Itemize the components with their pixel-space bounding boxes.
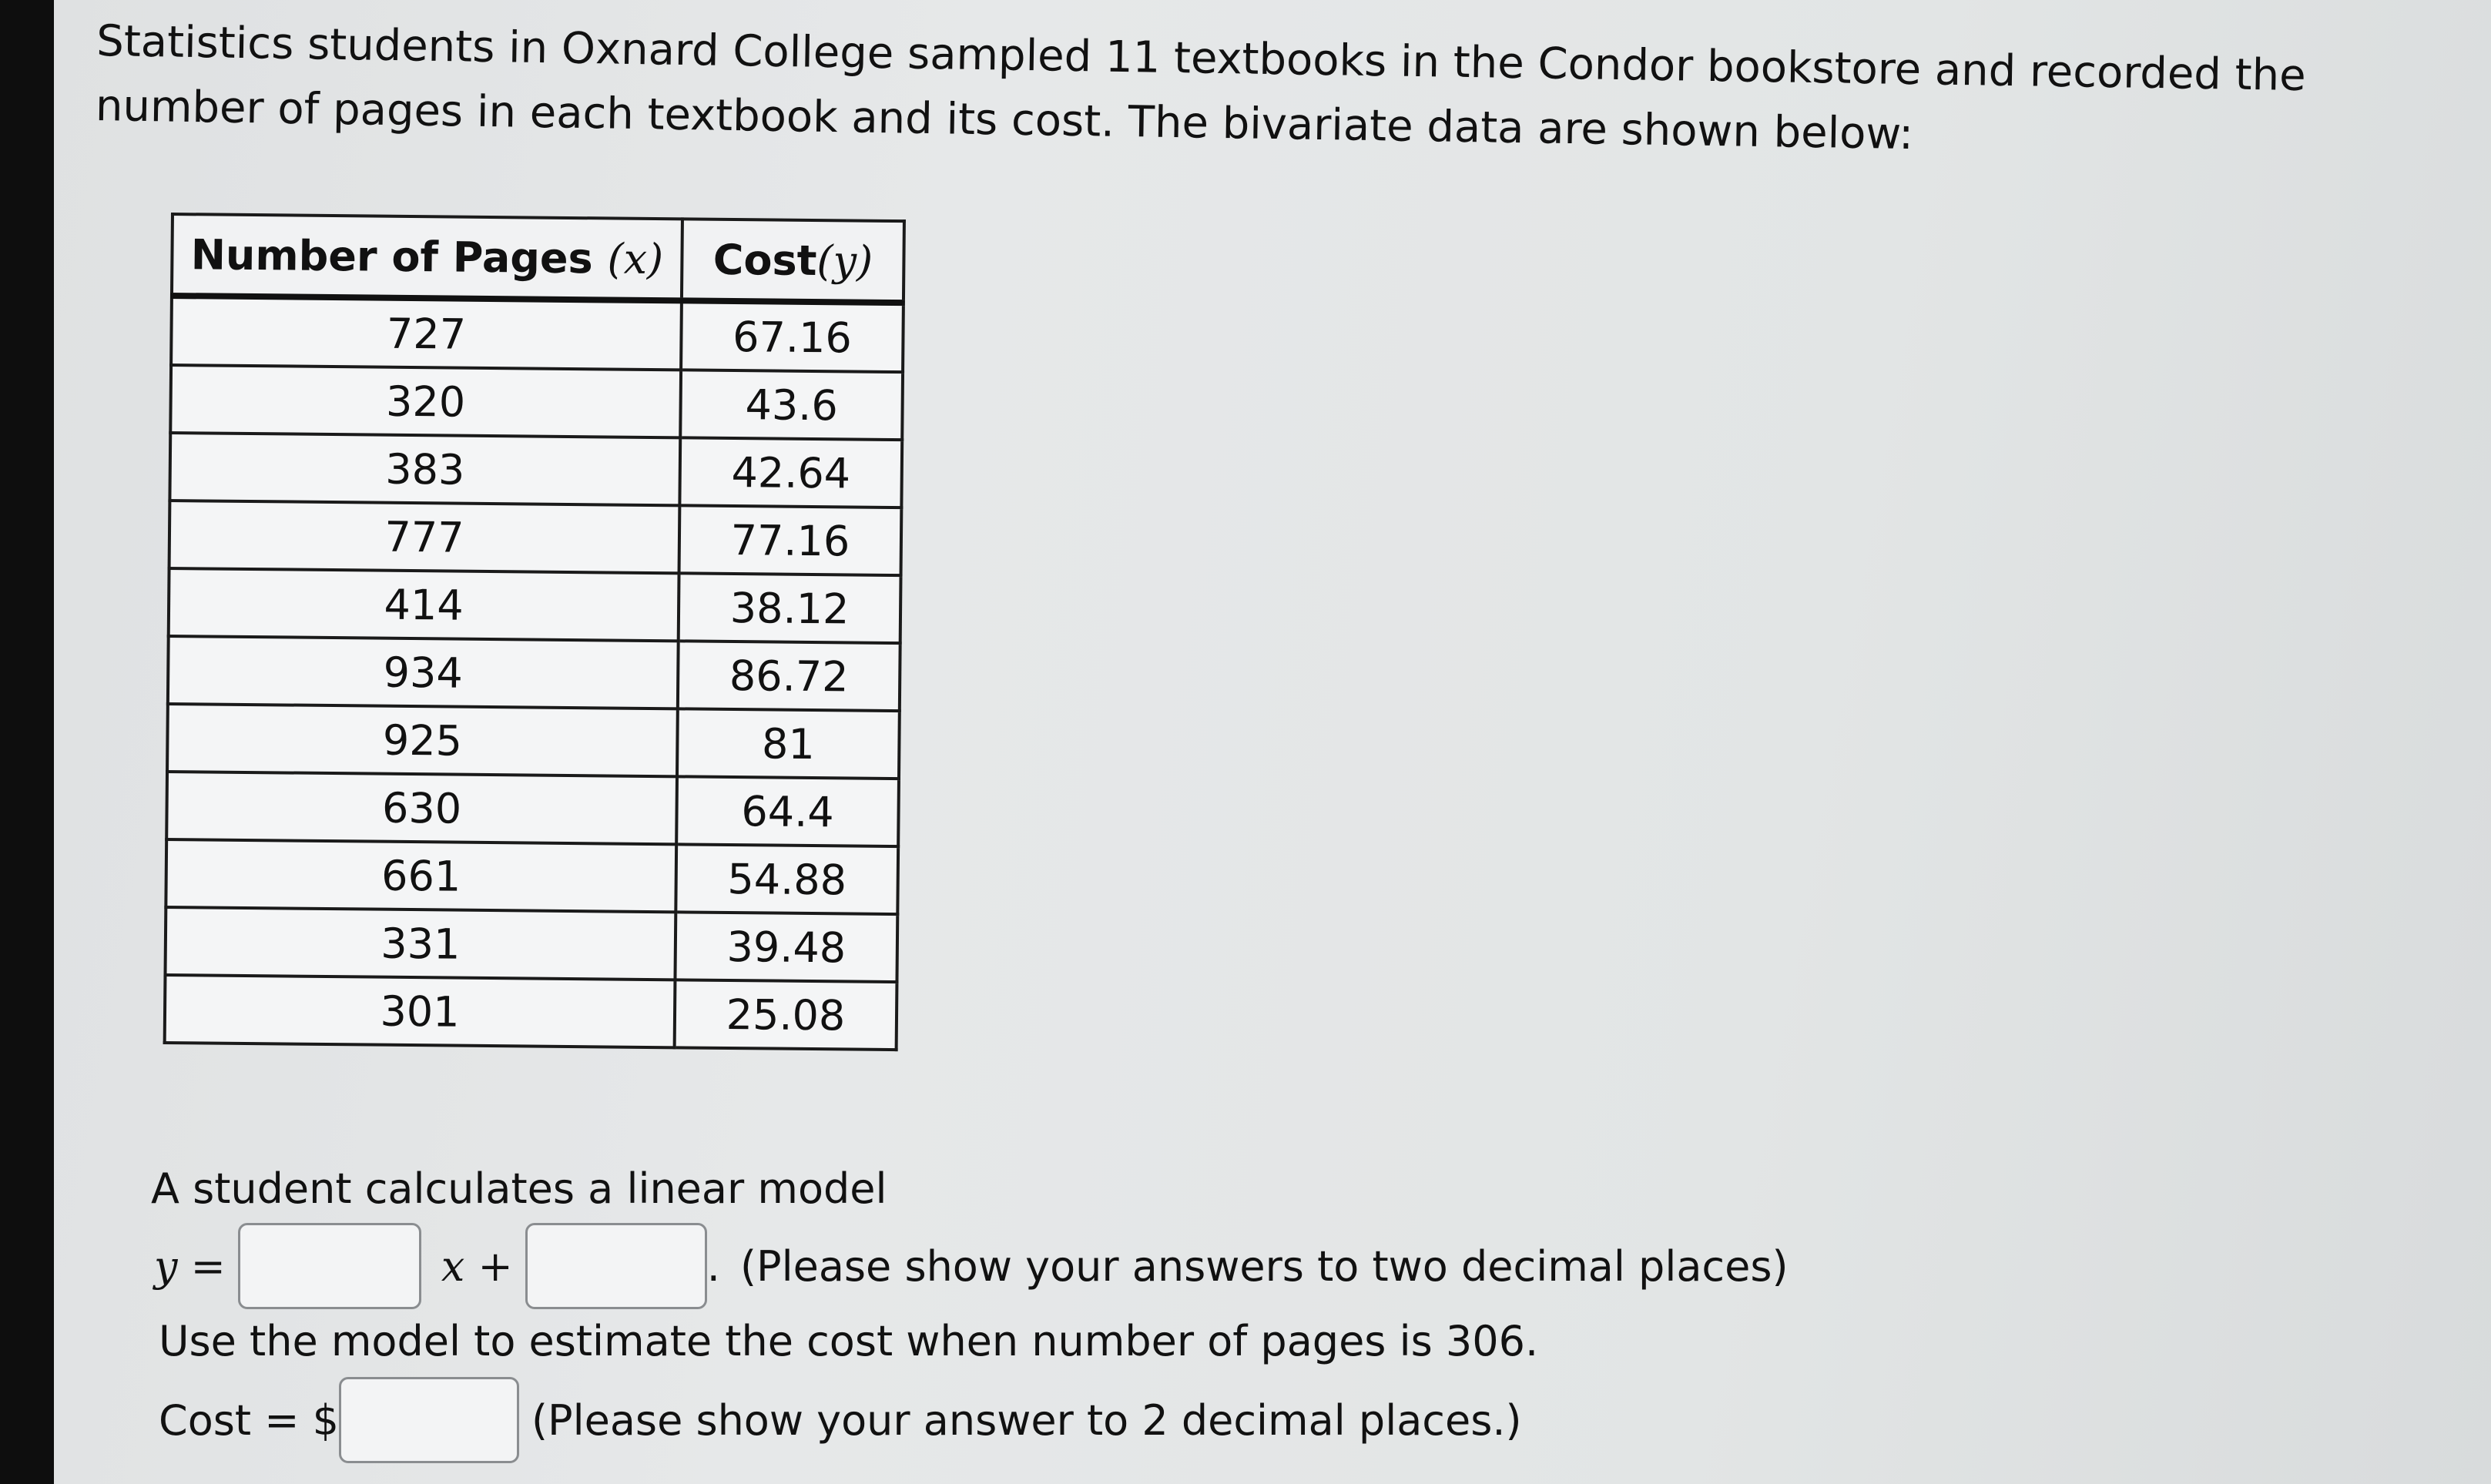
equation-instruction: (Please show your answers to two decimal places) (739, 1241, 1789, 1291)
slope-input[interactable] (238, 1223, 421, 1309)
pages-cell: 777 (169, 501, 680, 573)
header-pages: Number of Pages (x) (172, 214, 682, 300)
pages-cell: 727 (171, 296, 682, 370)
pages-cell: 925 (167, 704, 678, 776)
table-row (165, 907, 897, 982)
x-variable: (x) (607, 233, 664, 283)
pages-cell: 320 (170, 365, 681, 437)
estimate-prompt: Use the model to estimate the cost when number of pages is 306. (159, 1317, 1539, 1365)
question-page (54, 0, 2491, 1484)
cost-instruction: (Please show your answer to 2 decimal places.) (531, 1395, 1522, 1445)
equation-period: . (706, 1241, 720, 1291)
cost-cell: 67.16 (681, 300, 904, 372)
data-table-container (163, 213, 906, 1051)
cost-cell: 39.48 (675, 912, 897, 982)
equation-y-label: y = (154, 1241, 226, 1291)
table-row (168, 636, 900, 711)
cost-cell: 81 (677, 709, 900, 779)
table-row (169, 433, 902, 508)
y-variable: (y) (816, 236, 873, 286)
header-cost: Cost(y) (682, 219, 904, 303)
bivariate-data-table (163, 213, 906, 1051)
cost-cell: 42.64 (679, 437, 902, 508)
cost-cell: 54.88 (676, 844, 898, 914)
table-row (166, 772, 899, 846)
question-intro: Statistics students in Oxnard College sampled 11 textbooks in the Condor bookstore and recorded the number of pages in each textbook and its cost. The bivariate data are shown below: (95, 15, 2307, 160)
table-row (167, 704, 900, 779)
equation-x-plus: x + (441, 1241, 513, 1291)
table-row (166, 839, 898, 914)
table-row (165, 975, 897, 1050)
table-row (171, 296, 904, 372)
cost-cell: 25.08 (675, 980, 897, 1050)
model-prompt: A student calculates a linear model (151, 1164, 887, 1213)
cost-label: Cost = $ (159, 1395, 339, 1445)
pages-cell: 661 (166, 839, 676, 912)
cost-cell: 77.16 (679, 505, 902, 575)
table-header-row (172, 214, 904, 303)
intercept-input[interactable] (525, 1223, 707, 1309)
cost-cell: 43.6 (680, 370, 903, 440)
cost-input[interactable] (339, 1377, 519, 1463)
pages-cell: 383 (169, 433, 680, 505)
pages-cell: 414 (169, 568, 679, 641)
cost-cell: 86.72 (678, 641, 900, 711)
linear-model-equation (154, 1221, 1789, 1311)
pages-cell: 934 (168, 636, 679, 709)
pages-cell: 630 (166, 772, 677, 844)
cost-answer-row (159, 1375, 1522, 1465)
table-row (170, 365, 903, 440)
table-row (169, 501, 902, 575)
cost-cell: 38.12 (679, 573, 901, 643)
cost-cell: 64.4 (676, 776, 899, 846)
pages-cell: 301 (165, 975, 676, 1047)
pages-cell: 331 (165, 907, 676, 980)
table-row (169, 568, 901, 643)
